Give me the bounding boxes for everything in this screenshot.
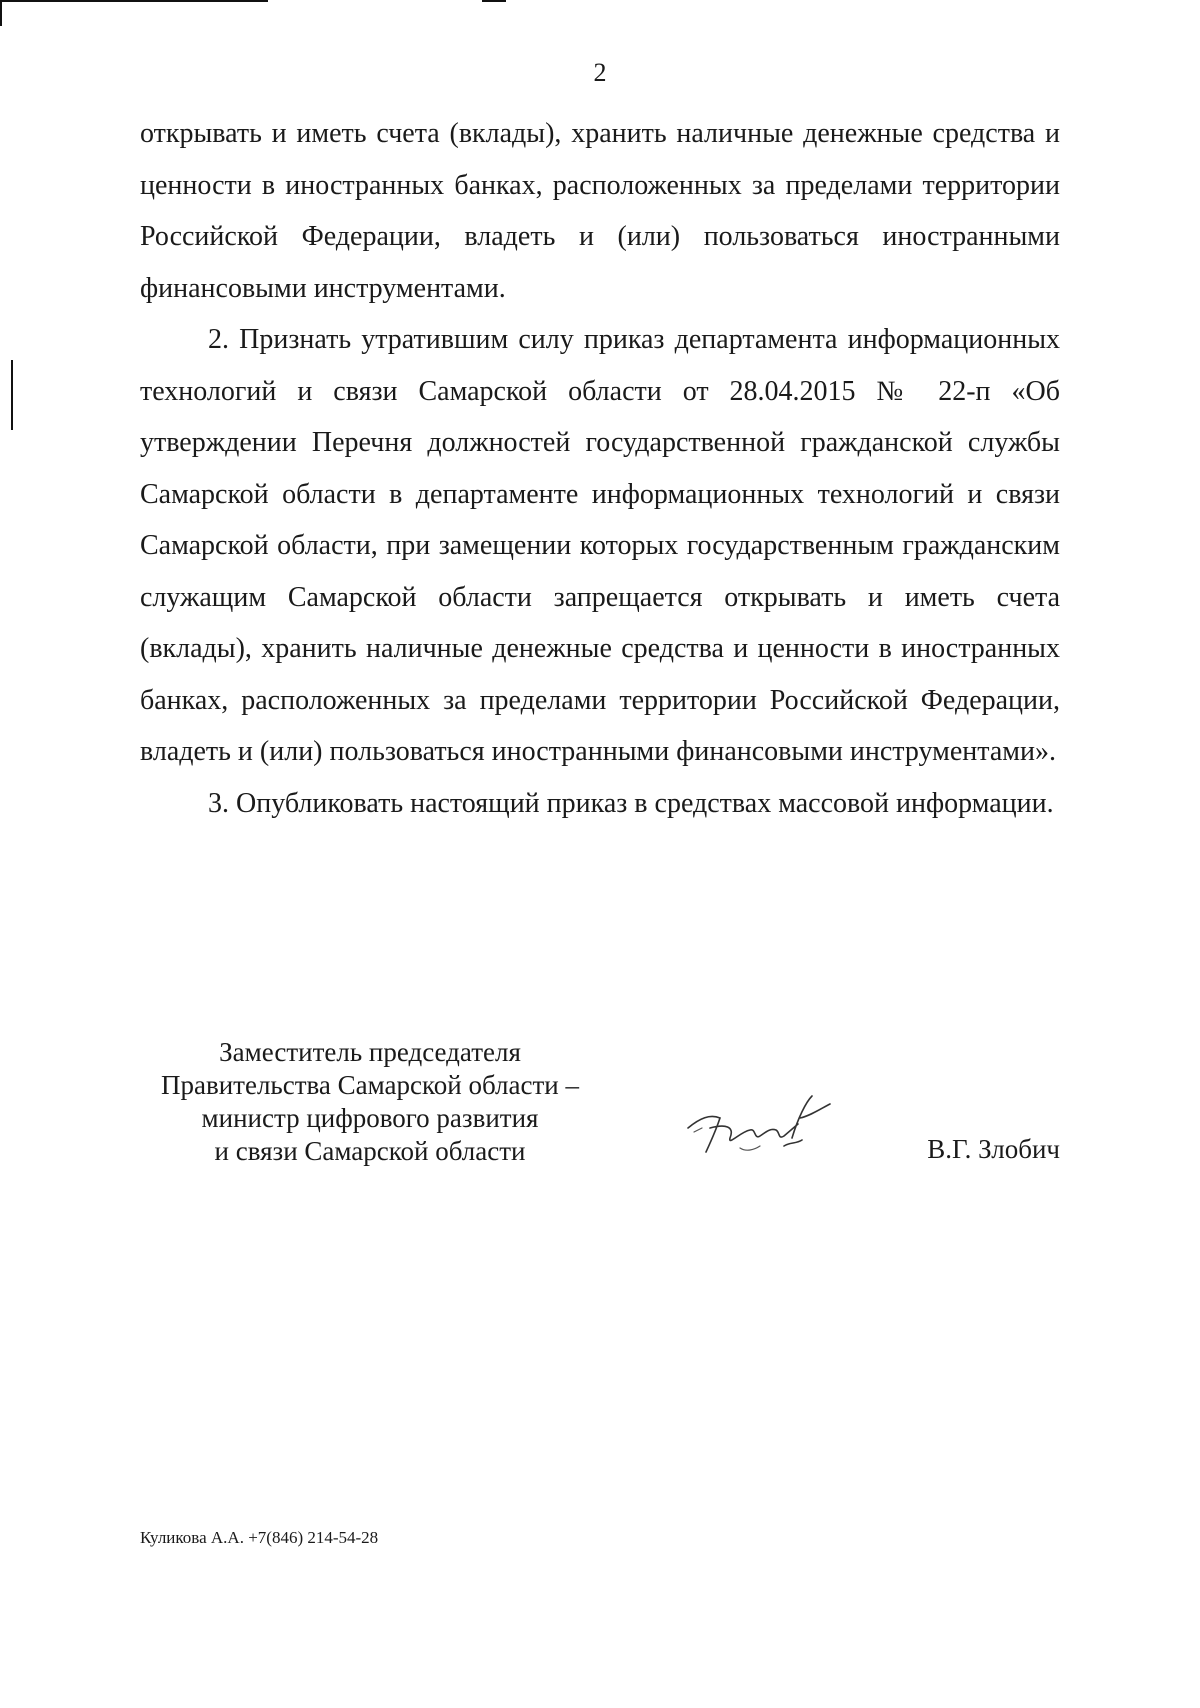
signatory-position-line: и связи Самарской области xyxy=(214,1136,526,1166)
signatory-name: В.Г. Злобич xyxy=(927,1134,1060,1164)
scan-mark-top-center xyxy=(482,0,506,2)
signatory-position-line: Заместитель председателя xyxy=(219,1037,521,1067)
executor-contact: Куликова А.А. +7(846) 214-54-28 xyxy=(140,1528,379,1547)
signatory-position-line: министр цифрового развития xyxy=(201,1103,539,1133)
scan-mark-top-left xyxy=(0,0,268,2)
paragraph-continuation: открывать и иметь счета (вклады), хранить наличные денежные средства и ценности в иностранных банках, расположенных за пределами территории Российской Федерации, владеть и (или) пользоваться иностранными финансовыми инструментами. xyxy=(140,118,1060,304)
signatory-position xyxy=(130,1036,610,1168)
scan-mark-left-edge xyxy=(0,0,2,26)
paragraph-2: 2. Признать утратившим силу приказ департамента информационных технологий и связи Самарской области от 28.04.2015 № 22-п «Об утверждении Перечня должностей государственной гражданской службы Самарской области в департаменте информационных технологий и связи Самарской области, при замещении которых государственным гражданским служащим Самарской области запрещается открывать и иметь счета (вклады), хранить наличные денежные средства и ценности в иностранных банках, расположенных за пределами территории Российской Федерации, владеть и (или) пользоваться иностранными финансовыми инструментами». xyxy=(140,324,1060,767)
page-number: 2 xyxy=(593,58,607,87)
signatory-position-line: Правительства Самарской области – xyxy=(161,1070,579,1100)
scan-mark-left-margin xyxy=(11,360,13,430)
paragraph-3: 3. Опубликовать настоящий приказ в средствах массовой информации. xyxy=(208,787,1054,819)
document-body xyxy=(140,108,1060,829)
